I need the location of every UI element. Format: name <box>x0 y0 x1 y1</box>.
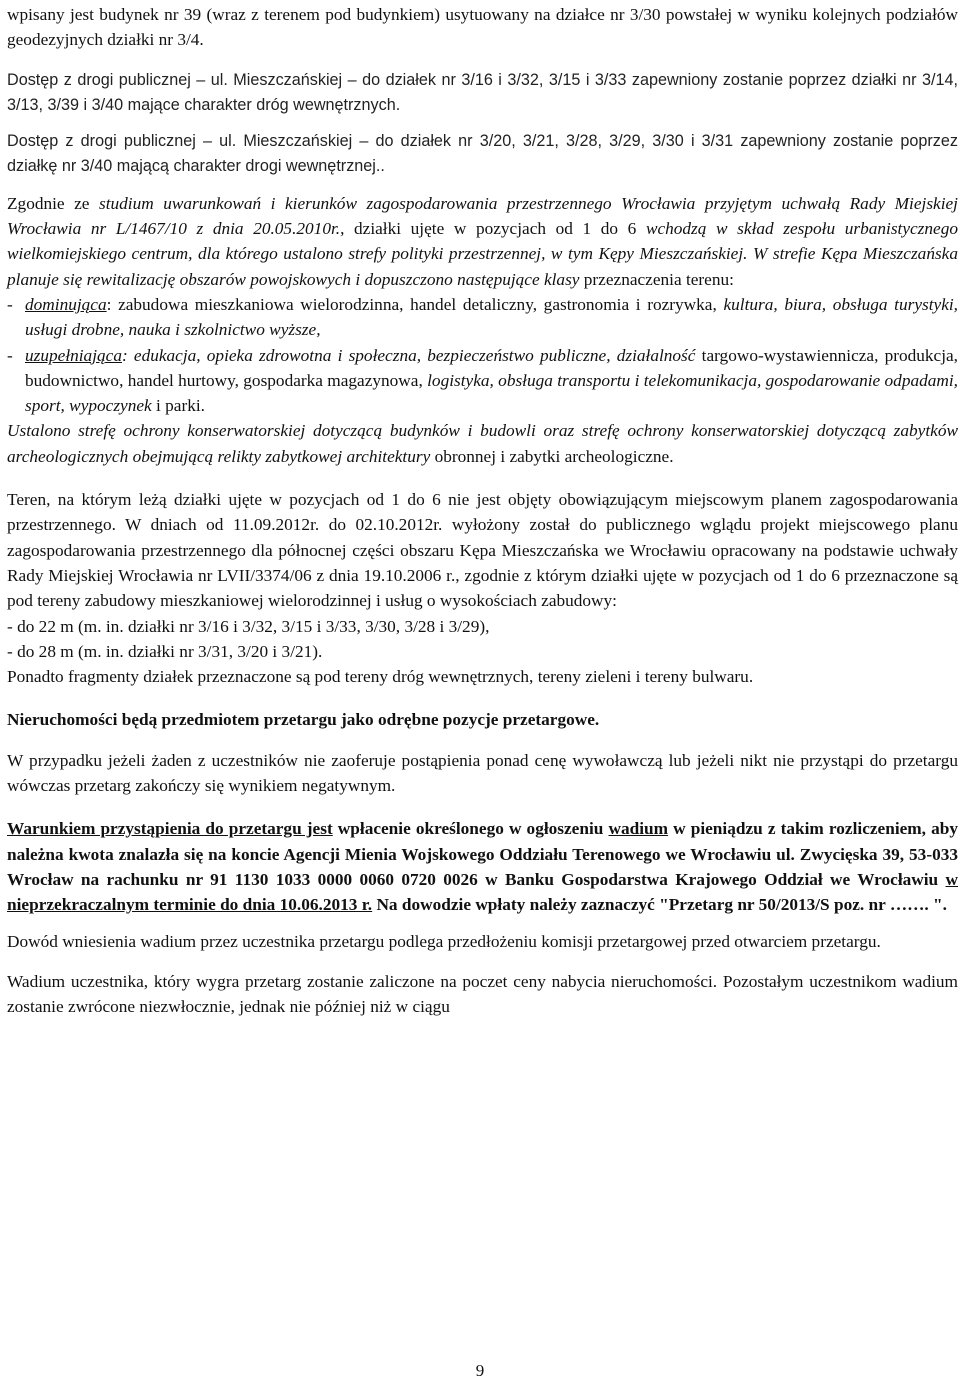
deposit-text-1: wpłacenie określonego w ogłoszeniu <box>332 819 609 839</box>
list-item-dominant <box>7 292 958 343</box>
document-page <box>7 0 958 1019</box>
paragraph-deposit-conditions <box>7 816 958 917</box>
study-title: studium uwarunkowań i kierunków zagospodarowania przestrzennego Wrocławia przyjętym uchwałą Rady Miejskiej Wrocławia nr L/1467/10 z dnia 20.05.2010r. <box>7 193 958 239</box>
deposit-deadline: w nieprzekraczalnym terminie do dnia 10.06.2013 r. <box>7 869 958 915</box>
supplementary-text-2: targowo-wystawiennicza, produkcja, budownictwo, handel hurtowy, gospodarka magazynowa, <box>25 345 959 390</box>
deposit-note: Na dowodzie wpłaty należy zaznaczyć "Przetarg nr 50/2013/S poz. nr ……. ". <box>372 895 947 915</box>
study-intro: Zgodnie ze <box>7 193 99 213</box>
deposit-account: w pieniądzu z takim rozliczeniem, aby należna kwota znalazła się na koncie Agencji Mienia Wojskowego Oddziału Terenowego we Wrocławiu ul. Zwycięska 39, 53-033 Wrocław na rachunku nr 91 1130 1033 0000 0060 0720 0026 w Banku Gospodarstwa Krajowego Oddział we Wrocławiu <box>7 819 959 889</box>
list-item-supplementary <box>7 343 958 419</box>
study-classes-label: przeznaczenia terenu: <box>579 269 734 289</box>
local-plan-text: Teren, na którym leżą działki ujęte w pozycjach od 1 do 6 nie jest objęty obowiązującym miejscowym planem zagospodarowania przestrzennego. W dniach od 11.09.2012r. do 02.10.2012r. wyłożony został do publicznego wglądu projekt miejscowego planu zagospodarowania przestrzennego dla północnej części obszaru Kępa Mieszczańska we Wrocławiu opracowany na podstawie uchwały Rady Miejskiej Wrocławia nr LVII/3374/06 z dnia 19.10.2006 r., zgodnie z którym działki ujęte w pozycjach od 1 do 6 przeznaczone są pod tereny zabudowy mieszkaniowej wielorodzinnej i usług o wysokościach zabudowy: <box>7 490 958 611</box>
paragraph-deposit-return: Wadium uczestnika, który wygra przetarg zostanie zaliczone na poczet ceny nabycia nieruchomości. Pozostałym uczestnikom wadium zostanie zwrócone niezwłocznie, jednak nie później niż w ciągu <box>7 971 958 1017</box>
dominant-text-italic: kultura, biura, obsługa turystyki, usługi drobne, nauka i szkolnictwo wyższe, <box>25 294 958 340</box>
deposit-word: wadium <box>608 819 669 839</box>
paragraph-deposit-proof: Dowód wniesienia wadium przez uczestnika przetargu podlega przedłożeniu komisji przetargowej przed otwarciem przetargu. <box>7 931 881 951</box>
supplementary-text-3: logistyka, obsługa transportu i telekomunikacja, gospodarowanie odpadami, sport, wypoczynek <box>25 370 958 416</box>
paragraph-access-1: Dostęp z drogi publicznej – ul. Mieszczańskiej – do działek nr 3/16 i 3/32, 3/15 i 3/33 zapewniony zostanie poprzez działki nr 3/14, 3/13, 3/39 i 3/40 mające charakter dróg wewnętrznych. <box>7 70 958 114</box>
paragraph-access-2: Dostęp z drogi publicznej – ul. Mieszczańskiej – do działek nr 3/20, 3/21, 3/28, 3/29, 3/30 i 3/31 zapewniony zostanie poprzez działkę nr 3/40 mającą charakter drogi wewnętrznej.. <box>7 132 958 176</box>
paragraph-study <box>7 191 958 469</box>
page-number: 9 <box>475 1361 485 1380</box>
dominant-text: : zabudowa mieszkaniowa wielorodzinna, handel detaliczny, gastronomia i rozrywka, <box>106 294 724 314</box>
height-item-22: - do 22 m (m. in. działki nr 3/16 i 3/32, 3/15 i 3/33, 3/30, 3/28 i 3/29), <box>7 616 490 636</box>
conservation-zone-end: obronnej i zabytki archeologiczne. <box>434 446 674 466</box>
study-positions: , działki ujęte w pozycjach od 1 do 6 <box>340 219 646 239</box>
local-plan-fragments: Ponadto fragmenty działek przeznaczone są pod tereny dróg wewnętrznych, tereny zieleni i tereny bulwaru. <box>7 667 754 687</box>
conservation-zone: Ustalono strefę ochrony konserwatorskiej dotyczącą budynków i budowli oraz strefę ochrony konserwatorskiej dotyczącą zabytków archeologicznych obejmującą relikty zabytkowej architektury <box>7 421 958 466</box>
paragraph-building: wpisany jest budynek nr 39 (wraz z terenem pod budynkiem) usytuowany na działce nr 3/30 powstałej w wyniku kolejnych podziałów geodezyjnych działki nr 3/4. <box>7 5 958 50</box>
study-description: wchodzą w skład zespołu urbanistycznego wielkomiejskiego centrum, dla którego ustalono strefy polityki przestrzennej, w tym Kępy Mieszczańskiej. W strefie Kępa Mieszczańska planuje się rewitalizację obszarów powojskowych i dopuszczono następujące klasy <box>7 219 959 289</box>
list-dash: - <box>7 294 13 314</box>
paragraph-separate-positions: Nieruchomości będą przedmiotem przetargu jako odrębne pozycje przetargowe. <box>7 710 600 730</box>
paragraph-local-plan <box>7 487 958 689</box>
supplementary-text-4: i parki. <box>156 396 205 416</box>
paragraph-negative-result: W przypadku jeżeli żaden z uczestników nie zaoferuje postąpienia ponad cenę wywoławczą lub jeżeli nikt nie przystąpi do przetargu wówczas przetarg zakończy się wynikiem negatywnym. <box>7 750 958 796</box>
dominant-label: dominująca <box>25 294 107 314</box>
supplementary-text-1: : edukacja, opieka zdrowotna i społeczna, bezpieczeństwo publiczne, działalność <box>121 345 702 365</box>
supplementary-label: uzupełniająca <box>25 345 122 365</box>
deposit-condition-lead: Warunkiem przystąpienia do przetargu jest <box>7 819 333 839</box>
height-item-28: - do 28 m (m. in. działki nr 3/31, 3/20 i 3/21). <box>7 641 323 661</box>
list-dash: - <box>7 345 13 365</box>
